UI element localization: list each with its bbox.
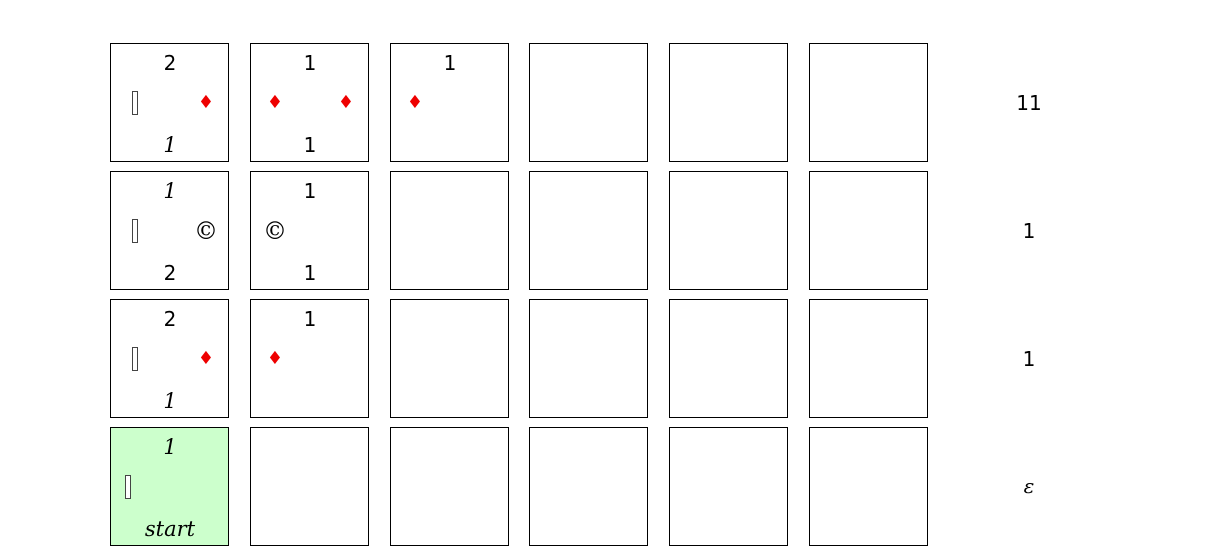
row-label: 1 [1022, 219, 1036, 243]
copyright-icon: © [194, 217, 218, 245]
tile-top-number: 2 [163, 51, 177, 75]
diamond-icon: ♦ [197, 92, 215, 113]
tile-r4-c3 [390, 427, 509, 546]
tile-r4-c4 [529, 427, 648, 546]
start-label: start [144, 517, 196, 541]
tile-top-number: 1 [303, 179, 317, 203]
tile-r2-c6 [809, 171, 928, 290]
row-label: 11 [1016, 91, 1042, 115]
tile-r4-c6 [809, 427, 928, 546]
tile-r1-c2 [250, 43, 369, 162]
tile-r3-c2 [250, 299, 369, 418]
tile-top-number: 1 [303, 307, 317, 331]
tile-r1-c4 [529, 43, 648, 162]
tile-top-number: 1 [163, 179, 177, 203]
tile-bottom-number: 1 [303, 133, 317, 157]
tile-r3-c4 [529, 299, 648, 418]
diamond-icon: ♦ [266, 92, 284, 113]
diamond-icon: ♦ [266, 348, 284, 369]
diamond-icon: ♦ [337, 92, 355, 113]
tile-r4-c2 [250, 427, 369, 546]
tile-r2-c4 [529, 171, 648, 290]
tile-r3-c1 [110, 299, 229, 418]
tile-r1-c6 [809, 43, 928, 162]
diamond-icon: ♦ [406, 92, 424, 113]
bar-icon [125, 475, 131, 499]
tile-top-number: 1 [443, 51, 457, 75]
tile-bottom-number: 2 [163, 261, 177, 285]
start-tile [110, 427, 229, 546]
tile-r1-c5 [669, 43, 788, 162]
tile-r3-c3 [390, 299, 509, 418]
row-label: 1 [1022, 347, 1036, 371]
tile-r1-c1 [110, 43, 229, 162]
diamond-icon: ♦ [197, 348, 215, 369]
tile-r2-c2 [250, 171, 369, 290]
tile-r2-c1 [110, 171, 229, 290]
tile-bottom-number: 1 [163, 133, 177, 157]
tile-r2-c5 [669, 171, 788, 290]
tile-bottom-number: 1 [163, 389, 177, 413]
tile-top-number: 1 [303, 51, 317, 75]
tile-top-number: 1 [163, 435, 177, 459]
row-label: ε [1023, 474, 1035, 498]
tile-r3-c5 [669, 299, 788, 418]
tile-r1-c3 [390, 43, 509, 162]
copyright-icon: © [263, 217, 287, 245]
tile-r4-c5 [669, 427, 788, 546]
tile-r3-c6 [809, 299, 928, 418]
tile-bottom-number: 1 [303, 261, 317, 285]
bar-icon [132, 219, 138, 243]
tile-top-number: 2 [163, 307, 177, 331]
bar-icon [132, 91, 138, 115]
tile-r2-c3 [390, 171, 509, 290]
bar-icon [132, 347, 138, 371]
